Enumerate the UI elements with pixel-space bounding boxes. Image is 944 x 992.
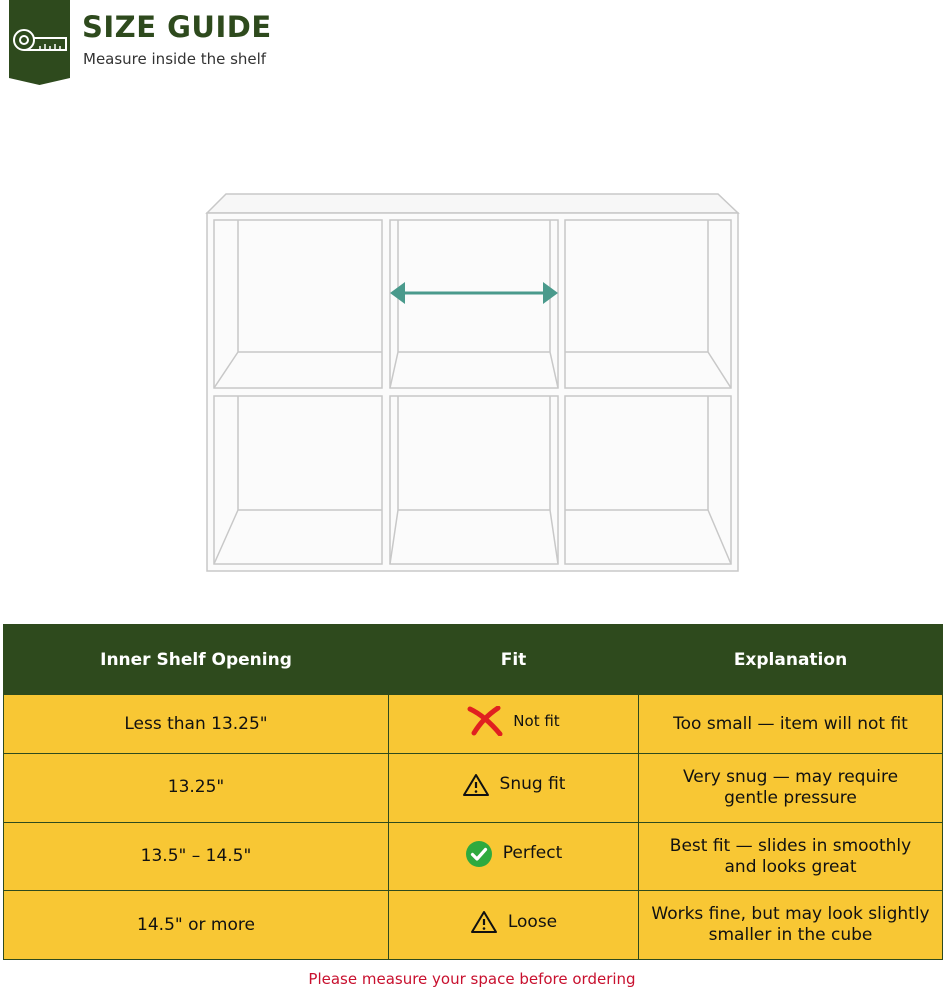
shelf-illustration [200, 188, 745, 578]
footer-note: Please measure your space before ordering [308, 970, 636, 988]
green-check-icon [465, 840, 493, 868]
fit-label: Loose [507, 911, 558, 932]
explanation-line: Very snug — may require [682, 766, 899, 787]
tape-measure-badge [9, 0, 70, 85]
explanation-line: and looks great [724, 856, 857, 877]
header-explanation: Explanation [639, 625, 943, 695]
explanation-line: gentle pressure [724, 787, 857, 808]
fit-cell [389, 822, 639, 891]
explanation-cell [639, 822, 943, 891]
warning-triangle-icon [470, 910, 498, 934]
page-title: SIZE GUIDE [82, 10, 272, 44]
explanation-line: Works fine, but may look slightly [651, 904, 930, 925]
warning-triangle-icon [462, 773, 490, 797]
page-subtitle: Measure inside the shelf [83, 50, 267, 68]
explanation-line: Best fit — slides in smoothly [669, 835, 912, 856]
table-row [4, 891, 943, 960]
header-inner-shelf-opening: Inner Shelf Opening [4, 625, 389, 695]
table-header-row [4, 625, 943, 695]
opening-cell: Less than 13.25" [4, 695, 389, 754]
header-fit: Fit [389, 625, 639, 695]
fit-label: Not fit [513, 711, 560, 730]
fit-cell [389, 695, 639, 754]
red-x-icon [467, 706, 503, 736]
opening-cell: 13.25" [4, 754, 389, 823]
size-guide-table [3, 624, 943, 960]
table-row [4, 695, 943, 754]
fit-cell [389, 754, 639, 823]
table-row [4, 822, 943, 891]
opening-cell: 13.5" – 14.5" [4, 822, 389, 891]
fit-label: Snug fit [499, 774, 566, 795]
fit-cell [389, 891, 639, 960]
explanation-line: smaller in the cube [708, 925, 873, 946]
fit-label: Perfect [502, 843, 563, 864]
explanation-line: Too small — item will not fit [673, 713, 908, 734]
explanation-cell [639, 754, 943, 823]
explanation-cell [639, 695, 943, 754]
explanation-cell [639, 891, 943, 960]
table-row [4, 754, 943, 823]
opening-cell: 14.5" or more [4, 891, 389, 960]
